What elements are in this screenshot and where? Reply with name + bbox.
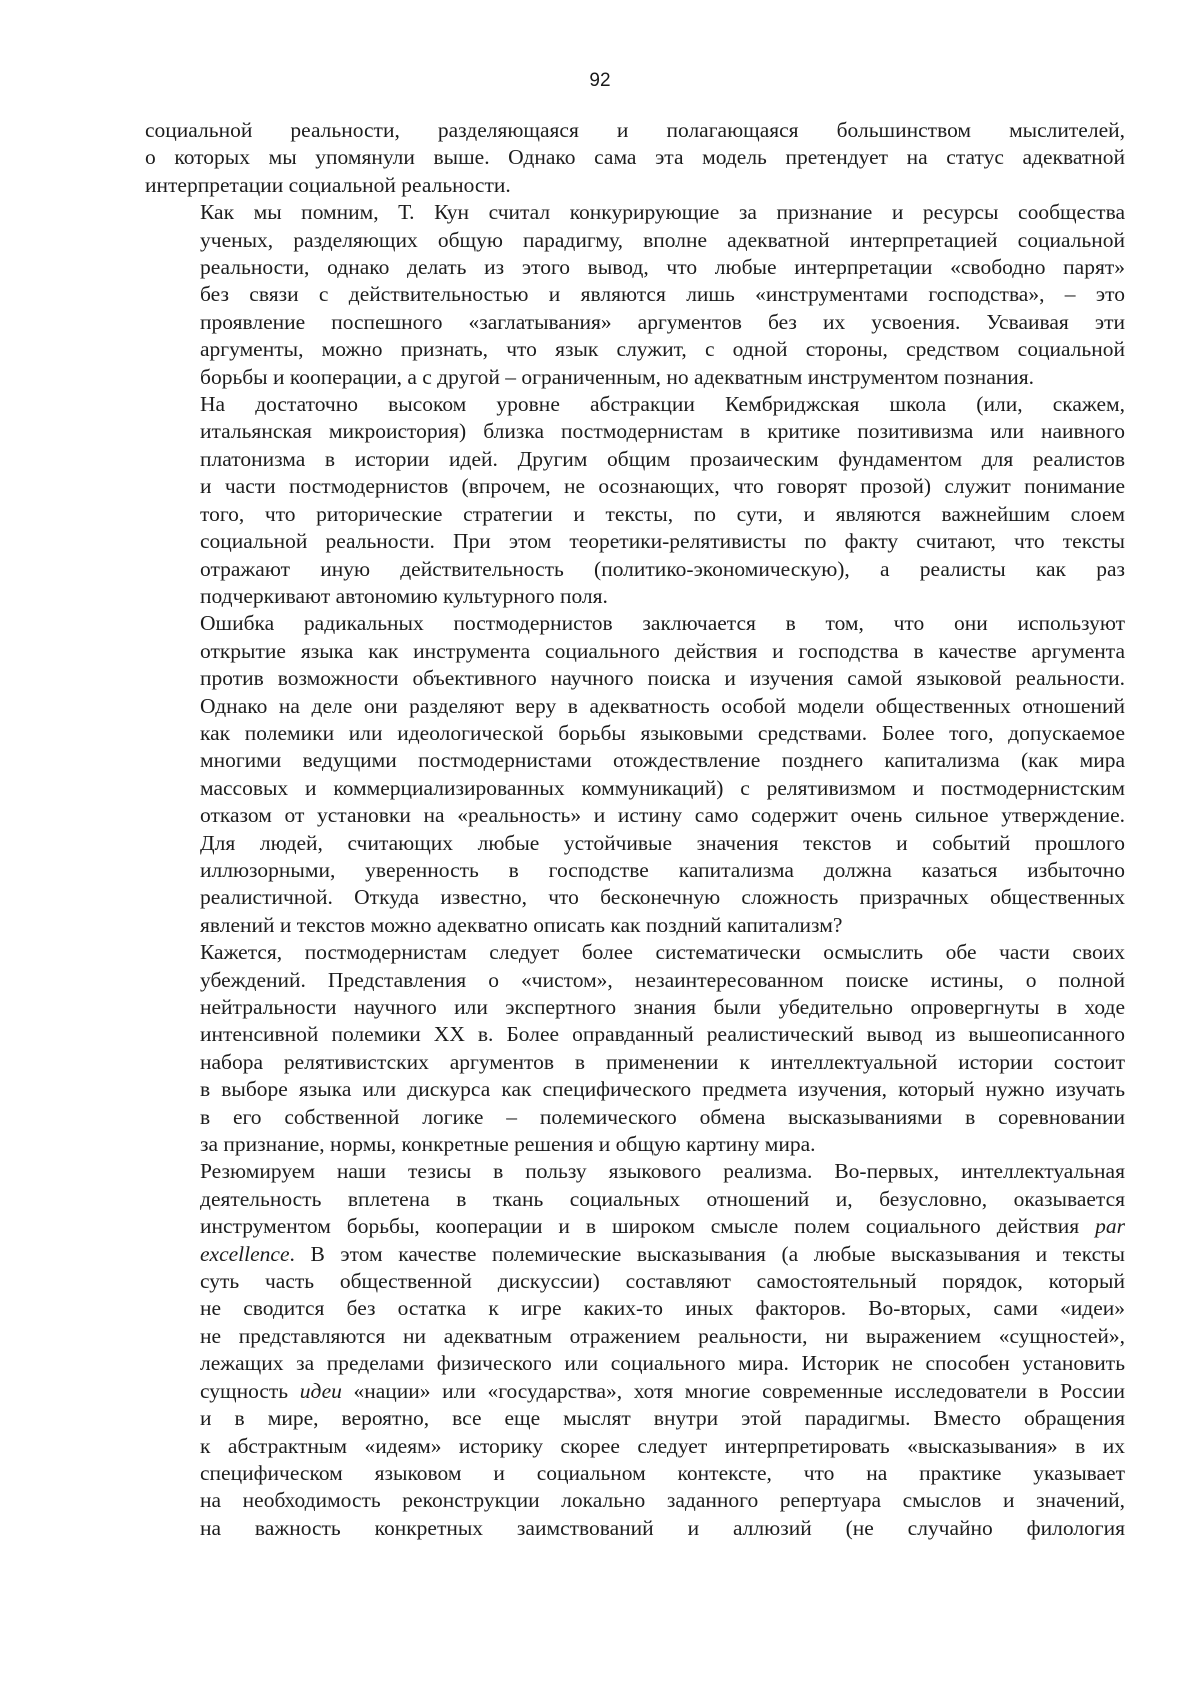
text-line: суть часть общественной дискуссии) составляют самостоятельный порядок, который	[200, 1269, 1125, 1294]
italic-term: идеи	[299, 1378, 342, 1403]
text-line: в выборе языка или дискурса как специфического предмета изучения, который нужно изучать	[200, 1077, 1125, 1102]
text-line: реалистичной. Откуда известно, что бесконечную сложность призрачных общественных	[200, 885, 1125, 910]
paragraph	[145, 1158, 1125, 1542]
text-line: не сводится без остатка к игре каких-то иных факторов. Во-вторых, сами «идеи»	[200, 1296, 1125, 1321]
paragraph	[145, 199, 1125, 391]
text-line: убеждений. Представления о «чистом», незаинтересованном поиске истины, о полной	[200, 967, 1125, 992]
text-line: против возможности объективного научного поиска и изучения самой языковой реальности.	[200, 666, 1125, 691]
text-line: явлений и текстов можно адекватно описать как поздний капитализм?	[200, 912, 843, 937]
text-line: На достаточно высоком уровне абстракции Кембриджская школа (или, скажем,	[200, 392, 1125, 417]
text-line: деятельность вплетена в ткань социальных отношений и, безусловно, оказывается	[200, 1186, 1125, 1211]
text-line: отражают иную действительность (политико-экономическую), а реалисты как раз	[200, 556, 1125, 581]
text-line: Как мы помним, Т. Кун считал конкурирующие за признание и ресурсы сообщества	[200, 200, 1125, 225]
text-line: сущность идеи «нации» или «государства», хотя многие современные исследователи в России	[200, 1378, 1125, 1403]
text-line: не представляются ни адекватным отражением реальности, ни выражением «сущностей»,	[200, 1323, 1125, 1348]
text-line: Однако на деле они разделяют веру в адекватность особой модели общественных отношений	[200, 693, 1125, 718]
text-line: без связи с действительностью и являются лишь «инструментами господства», – это	[200, 282, 1125, 307]
text-line: проявление поспешного «заглатывания» аргументов без их усвоения. Усваивая эти	[200, 309, 1125, 334]
paragraph	[145, 610, 1125, 939]
text-line: ученых, разделяющих общую парадигму, вполне адекватной интерпретацией социальной	[200, 227, 1125, 252]
text-line: социальной реальности. При этом теоретики-релятивисты по факту считают, что тексты	[200, 529, 1125, 554]
text-line: итальянская микроистория) близка постмодернистам в критике позитивизма или наивного	[200, 419, 1125, 444]
text-line: аргументы, можно признать, что язык служит, с одной стороны, средством социальной	[200, 337, 1125, 362]
text-line: нейтральности научного или экспертного знания были убедительно опровергнуты в ходе	[200, 995, 1125, 1019]
text-line: Кажется, постмодернистам следует более систематически осмыслить обе части своих	[200, 940, 1125, 965]
text-line: о которых мы упомянули выше. Однако сама эта модель претендует на статус адекватной	[145, 145, 1125, 170]
text-line: открытие языка как инструмента социального действия и господства в качестве аргумента	[200, 638, 1125, 663]
text-line: того, что риторические стратегии и тексты, по сути, и являются важнейшим слоем	[200, 501, 1125, 526]
text-line: интерпретации социальной реальности.	[145, 172, 511, 197]
text-line: Резюмируем наши тезисы в пользу языкового реализма. Во-первых, интеллектуальная	[200, 1159, 1125, 1184]
text-line: реальности, однако делать из этого вывод, что любые интерпретации «свободно парят»	[200, 255, 1125, 280]
body-text	[145, 117, 1125, 1542]
text-line: лежащих за пределами физического или социального мира. Историк не способен установить	[200, 1351, 1125, 1376]
paragraph	[145, 391, 1125, 610]
text-line: Ошибка радикальных постмодернистов заключается в том, что они используют	[200, 611, 1125, 636]
text-line: специфическом языковом и социальном контексте, что на практике указывает	[200, 1460, 1125, 1485]
text-line: за признание, нормы, конкретные решения и общую картину мира.	[200, 1132, 816, 1157]
italic-term: par	[1095, 1214, 1125, 1239]
page-number: 92	[589, 70, 611, 91]
text-line: excellence. В этом качестве полемические высказывания (а любые высказывания и тексты	[200, 1241, 1125, 1266]
text-line: в его собственной логике – полемического обмена высказываниями в соревновании	[200, 1104, 1125, 1129]
text-line: массовых и коммерциализированных коммуникаций) с релятивизмом и постмодернистским	[200, 775, 1125, 800]
text-line: социальной реальности, разделяющаяся и полагающаяся большинством мыслителей,	[145, 118, 1125, 142]
text-line: на необходимость реконструкции локально заданного репертуара смыслов и значений,	[200, 1488, 1125, 1513]
text-line: и в мире, вероятно, все еще мыслят внутри этой парадигмы. Вместо обращения	[200, 1406, 1125, 1431]
text-line: на важность конкретных заимствований и аллюзий (не случайно филология	[200, 1515, 1125, 1540]
text-line: к абстрактным «идеям» историку скорее следует интерпретировать «высказывания» в их	[200, 1433, 1125, 1458]
text-line: как полемики или идеологической борьбы языковыми средствами. Более того, допускаемое	[200, 720, 1125, 745]
text-line: инструментом борьбы, кооперации и в широком смысле полем социального действия par	[200, 1214, 1125, 1239]
paragraph	[145, 939, 1125, 1158]
text-line: Для людей, считающих любые устойчивые значения текстов и событий прошлого	[200, 830, 1125, 855]
paragraph	[145, 117, 1125, 199]
text-line: интенсивной полемики XX в. Более оправданный реалистический вывод из вышеописанного	[200, 1022, 1125, 1047]
text-line: отказом от установки на «реальность» и истину само содержит очень сильное утверждение.	[200, 803, 1125, 828]
text-line: иллюзорными, уверенность в господстве капитализма должна казаться избыточно	[200, 857, 1125, 882]
text-line: и части постмодернистов (впрочем, не осознающих, что говорят прозой) служит понимание	[200, 474, 1125, 499]
text-line: борьбы и кооперации, а с другой – ограниченным, но адекватным инструментом познания.	[200, 364, 1035, 389]
text-line: платонизма в истории идей. Другим общим прозаическим фундаментом для реалистов	[200, 446, 1125, 471]
italic-term: excellence	[200, 1241, 290, 1266]
text-line: набора релятивистских аргументов в применении к интеллектуальной истории состоит	[200, 1049, 1125, 1074]
text-line: подчеркивают автономию культурного поля.	[200, 583, 608, 608]
text-line: многими ведущими постмодернистами отождествление позднего капитализма (как мира	[200, 748, 1125, 773]
